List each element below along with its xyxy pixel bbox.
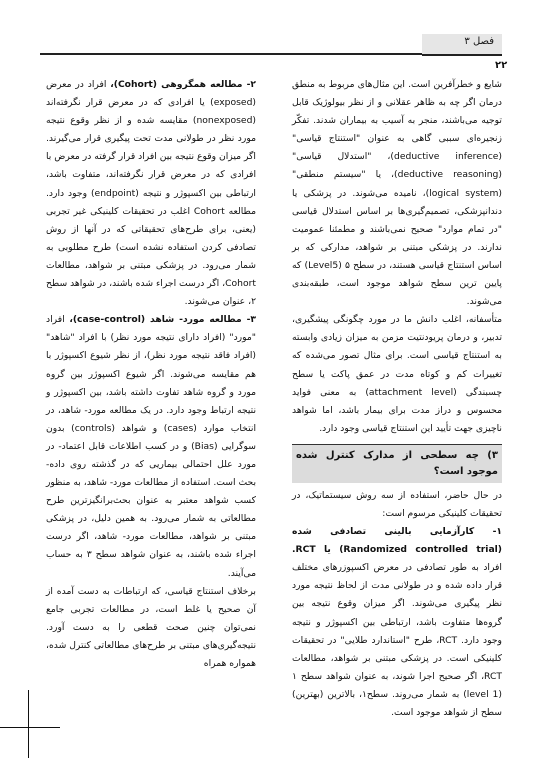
crop-mark-horizontal xyxy=(0,727,60,728)
chapter-tab xyxy=(422,34,502,56)
crop-mark-vertical xyxy=(28,690,29,758)
item3-text: افراد "مورد" (افراد دارای نتیجه مورد نظر) با افراد "شاهد" (افراد فاقد نتیجه مورد نظر)، از نظر شیوع اکسپوژر با هم مقایسه می‌شوند. اگر شیوع اکسپوژر بین گروه مورد و گروه شاهد تفاوت داشته باشد، بین اکسپوژر و نتیجه ارتباط وجود دارد. در یک مطالعه مورد- شاهد، در انتخاب موارد (cases) و شواهد (controls) بدون سوگرایی (Bias) و در کسب اطلاعات قابل اعتماد- در مورد علل احتمالی بیماریی که در گذشته روی داده- بحث است. استفاده از مطالعات مورد- شاهد، به منظور کسب شواهد معتبر به عنوان بحث‌برانگیزترین طرح مطالعاتی به شمار می‌رود. به همین دلیل، در پزشکی مبتنی بر شواهد، مطالعات مورد- شاهد، اگر درست اجراء شده باشند، به عنوان شواهد سطح ۳ به حساب می‌آیند. xyxy=(46,314,256,579)
item3-title: ۳- مطالعه مورد- شاهد (case-control)، xyxy=(69,314,257,326)
header-rule xyxy=(40,53,422,55)
item1-title: ۱- کارآزمایی بالینی تصادفی شده (Randomized controlled trial) یا RCT. xyxy=(292,526,502,556)
item2-title: ۲- مطالعه همگروهی (Cohort)، xyxy=(110,79,257,90)
chapter-label: فصل ۳ xyxy=(464,36,494,47)
left-column xyxy=(46,76,256,673)
right-column xyxy=(292,76,502,722)
running-header xyxy=(40,34,502,56)
paragraph-deductive-inference: شایع و خطرآفرین است. این مثال‌های مربوط به منطق درمان اگر چه به ظاهر عقلانی و از نظر بیولوژیک قابل توجیه می‌باشند، منجر به آسیب به بیماران شدند. تفکّر زنجیره‌ای سببی گاهی به عنوان "استنتاج قیاسی" (deductive inference)، "استدلال قیاسی" (deductive reasoning)، یا "سیستم منطقی" (logical system)، نامیده می‌شوند. در پزشکی یا دندانپزشکی، تصمیم‌گیری‌ها بر اساس استدلال قیاسی "در تمام موارد" صحیح نمی‌باشند و مطمئنا عمومیت ندارند. در پزشکی مبتنی بر شواهد، مدارکی که بر اساس استنتاج قیاسی هستند، در سطح ۵ (Level5) که پایین ترین سطح شواهد موجود است، طبقه‌بندی می‌شوند. xyxy=(292,79,502,308)
paragraph-periodontitis: متأسفانه، اغلب دانش ما در مورد چگونگی پیشگیری، تدبیر، و درمان پریودنتیت مزمن به میزان زیادی وابسته به استنتاج قیاسی است. برای مثال تصور می‌شده که تغییرات کم و کوتاه مدت در عمق پاکت یا سطح چسبندگی (attachment level) به معنی فواید محسوس و دراز مدت برای بیمار باشد، اما شواهد ناچیزی جهت تأیید این استنتاج قیاسی وجود دارد. xyxy=(292,314,502,434)
page-number: ۲۲ xyxy=(495,60,508,71)
item2-text: افراد در معرض (exposed) یا افرادی که در معرض قرار نگرفته‌اند (nonexposed) مقایسه شده و از نظر وقوع نتیجه مورد نظر در طولانی مدت تحت پیگیری قرار می‌گیرند. اگر میزان وقوع نتیجه بین افراد قرار گرفته در معرض با افرادی که در معرض قرار نگرفته‌اند، متفاوت باشد، ارتباطی بین اکسپوژر و نتیجه (endpoint) وجود دارد. مطالعه Cohort اغلب در تحقیقات کلینیکی غیر تجربی (یعنی، برای طرح‌های تحقیقاتی که در آنها از روش تصادفی کردن استفاده نشده است) طرح مطلوبی به شمار می‌رود. در پزشکی مبتنی بر شواهد، مطالعات Cohort، اگر درست اجراء شده باشند، در شواهد سطح ۲، عنوان می‌شوند. xyxy=(46,79,257,308)
section-heading: ۳) چه سطحی از مدارک کنترل شده موجود است؟ xyxy=(292,444,502,483)
paragraph-conclusion: برخلاف استنتاج قیاسی، که ارتباطات به دست آمده از آن صحیح یا غلط است، در مطالعات تجربی جامع نمی‌توان چنین صحت قطعی را به دست آورد. نتیجه‌گیری‌های مبتنی بر طرح‌های مطالعاتی کنترل شده، همواره همراه xyxy=(46,585,256,669)
item1-text: افراد به طور تصادفی در معرض اکسپوزرهای مختلف قرار داده شده و در طولانی مدت از لحاظ نتیجه مورد نظر پیگیری می‌شوند. اگر میزان وقوع نتیجه بین گروه‌ها متفاوت باشد، ارتباطی بین اکسپوژر و نتیجه وجود دارد. RCT، طرح "استاندارد طلایی" در تحقیقات کلینیکی است. در پزشکی مبتنی بر شواهد، مطالعات RCT، اگر صحیح اجرا شوند، به عنوان شواهد سطح ۱ (level 1) به شمار می‌روند. سطح۱، بالاترین (بهترین) سطح از شواهد موجود است. xyxy=(292,562,502,718)
paragraph-methods-intro: در حال حاضر، استفاده از سه روش سیستماتیک، در تحقیقات کلینیکی مرسوم است: xyxy=(292,489,502,519)
